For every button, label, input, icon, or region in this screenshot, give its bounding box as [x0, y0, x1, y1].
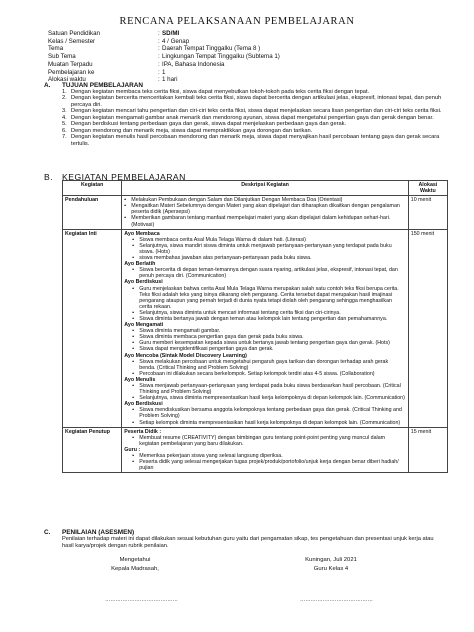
activity-heading: Ayo Membaca — [124, 230, 160, 237]
list-item: ▪ Guru memberi kesempatan kepada siswa untuk bertanya jawab tentang pengertian gaya dan gerak. (Hots) — [132, 340, 390, 347]
phase-name: Kegiatan Penutup — [63, 427, 122, 473]
identity-row: Satuan Pendidikan : SD/MI — [48, 30, 180, 37]
identity-key: Satuan Pendidikan — [48, 30, 100, 37]
activity-heading: Ayo Mencoba (Sintak Model Discovery Learning) — [124, 352, 247, 359]
identity-key: Muatan Terpadu — [48, 60, 93, 68]
table-header-row — [63, 181, 448, 196]
identity-key: Sub Tema — [48, 53, 76, 61]
activity-heading: Ayo Berdiskusi — [124, 279, 163, 286]
phase-description — [122, 229, 408, 427]
list-item: ▪ Peserta didik yang selesai mengerjakan tugas projek/produk/portofolio/unjuk kerja dengan benar diberi hadiah/ pujian — [132, 459, 399, 472]
table-row — [63, 427, 448, 473]
goal-item: 5. Dengan berdiskusi tentang perbedaan gaya dan gerak, siswa dapat menjelaskan perbedaan gaya dan gerak. — [62, 121, 347, 128]
list-item: ▪ Siswa dapat mengidentifikasi pengertian gaya dan gerak. — [132, 346, 274, 353]
phase-time: 150 menit — [408, 229, 447, 427]
goal-item: 7. Dengan kegiatan menulis hasil percobaan mendorong dan menarik meja, siswa dapat menyajikan hasil percobaan tentang gaya dan gerak secara tertulis. — [62, 134, 440, 147]
list-item: ▪ Selanjutnya, siswa diminta untuk mencari informasi tentang cerita fiksi dan ciri-cirinya. — [132, 309, 341, 316]
table-row — [63, 229, 448, 427]
identity-row: Pembelajaran ke : 1 — [48, 68, 166, 76]
list-item: ▪ Siswa mendiskusikan bersama anggota kelompoknya tentang perbedaan gaya dan gerak. (Critical Thinking and Problem Solving) — [132, 407, 402, 420]
list-item: ▪ Melakukan Pembukaan dengan Salam dan Dilanjutkan Dengan Membaca Doa (Orientasi) — [124, 197, 343, 204]
header-kegiatan: Kegiatan — [63, 181, 122, 196]
activity-heading: Ayo Berdiskusi — [124, 401, 163, 408]
list-item: ▪ Siswa diminta mengamati gambar. — [132, 328, 221, 335]
identity-value: Lingkungan Tempat Tinggalku (Subtema 1) — [162, 53, 280, 61]
list-item: ▪ Memberikan gambaran tentang manfaat mempelajari materi yang akan dipelajari dalam kehidupan sehari-hari. (Motivasi) — [124, 215, 391, 228]
identity-key: Tema — [48, 45, 64, 53]
activity-heading: Ayo Menulis — [124, 376, 156, 383]
signature-right — [276, 556, 386, 573]
activities-table — [62, 180, 448, 473]
activity-heading: Ayo Berlatih — [124, 261, 156, 268]
section-b-heading: B. KEGIATAN PEMBELAJARAN — [44, 172, 186, 182]
identity-value: 4 / Genap — [162, 37, 190, 45]
identity-row: Kelas / Semester : 4 / Genap — [48, 37, 190, 45]
assessment-text: Penilaian terhadap materi ini dapat dilakukan sesuai kebutuhan guru yaitu dari pengamatan sikap, tes pengetahuan dan presentasi unjuk kerja atau hasil karya/projek dengan rubrik penilaian. — [62, 536, 434, 549]
list-item: ▪ Membuat resume (CREATIVITY) dengan bimbingan guru tentang point-point penting yang muncul dalam kegiatan pembelajaran yang baru dilakukan. — [132, 434, 386, 447]
identity-key: Kelas / Semester — [48, 37, 96, 45]
list-item: ▪ Siswa membaca cerita Asal Mula Telaga Warna di dalam hati. (Literasi) — [132, 236, 306, 243]
activity-heading: Guru : — [124, 446, 141, 453]
phase-name: Kegiatan Inti — [63, 229, 122, 427]
list-item: ▪ Siswa diminta bertanya jawab dengan teman atau kelompok lain tentang pengertian dan pemahamannya. — [132, 315, 388, 322]
phase-time: 15 menit — [408, 427, 447, 473]
identity-row: Muatan Terpadu : IPA, Bahasa Indonesia — [48, 60, 225, 68]
list-item: ▪ Guru menjelaskan bahwa cerita Asal Mula Telaga Warna merupakan salah satu contoh teks fiksi berupa cerita. Teks fiksi adalah teks yang isinya dikarang oleh pengarang. Cerita tersebut dapat merupakan hasil imajinasi pengarang ataupun yang pernah terjadi di dunia nyata tetapi diolah oleh pengarang sehingga menghasilkan cerita rekaan. — [132, 285, 399, 310]
list-item: ▪ Percobaan ini dilakukan secara berkelompok. Setiap kelompok terdiri atas 4-5 siswa. (Collaboration) — [132, 370, 375, 377]
list-item: ▪ Selanjutnya, siswa mandiri siswa diminta untuk menjawab pertanyaan-pertanyaan yang terdapat pada buku siswa. (Hots) — [132, 242, 392, 255]
section-a-heading: A. TUJUAN PEMBELAJARAN — [44, 82, 143, 89]
list-item: ▪ Mengaitkan Materi Sebelumnya dengan Materi yang akan dipelajari dan diharapkan dikaitkan dengan pengalaman peserta didik (Apersepsi) — [124, 203, 400, 216]
identity-row: Sub Tema : Lingkungan Tempat Tinggalku (Subtema 1) — [48, 53, 280, 61]
list-item: ▪ Siswa diminta membaca pengertian gaya dan gerak pada buku siswa. — [132, 334, 304, 341]
identity-block — [48, 30, 280, 84]
signature-left-line2: Kepala Madrasah, — [111, 565, 159, 572]
list-item: ▪ Siswa melakukan percobaan untuk mengetahui pengaruh gaya tarikan dan dorongan terhadap arah gerak benda. (Critical Thinking and Problem Solving) — [132, 358, 389, 371]
identity-row: Alokasi waktu : 1 hari — [48, 76, 178, 84]
table-row — [63, 196, 448, 229]
goal-item: 6. Dengan mendorong dan menarik meja, siswa dapat mempraktikkan gaya dorongan dan tarikan. — [62, 127, 313, 134]
identity-value: Daerah Tempat Tinggalku (Tema 8 ) — [162, 45, 261, 53]
signature-left-line1: Mengetahui — [119, 557, 151, 563]
identity-key: Pembelajaran ke — [48, 68, 95, 76]
identity-key: Alokasi waktu — [48, 76, 86, 84]
section-c-heading: C. PENILAIAN (ASESMEN) — [44, 529, 135, 536]
goal-item: 4. Dengan kegiatan mengamati gambar anak menarik dan mendorong ayunan, siswa dapat mengetahui pengertian gaya dan gerak dengan benar. — [62, 114, 434, 121]
list-item: ▪ Setiap kelompok diminta mempresentasikan hasil kerja kelompoknya di depan kelompok lain. (Communication) — [132, 419, 401, 426]
goals-list — [62, 89, 444, 147]
goal-item: 3. Dengan kegiatan mencari tahu pengertian dan ciri-ciri teks cerita fiksi, siswa dapat menjelaskan secara lisan pengertian dan ciri-ciri teks cerita fiksi. — [62, 108, 442, 115]
signature-right-line2: Guru Kelas 4 — [313, 565, 349, 572]
phase-name: Pendahuluan — [63, 196, 122, 229]
goal-item: 2. Dengan kegiatan bercerita menceritakan kembali teks cerita fiksi, siswa dapat bercerita dengan artikulasi jelas, ekspresif, intonasi tepat, dan penuh percaya diri. — [62, 95, 442, 108]
signature-blank-right: …………………………………… — [300, 597, 373, 603]
list-item: ▪ Siswa menjawab pertanyaan-pertanyaan yang terdapat pada buku siswa berdasarkan hasil percobaan. (Critical Thinking and Problem Solving) — [132, 383, 401, 396]
signature-left — [80, 556, 190, 573]
identity-value: 1 — [162, 68, 166, 76]
activity-heading: Peserta Didik : — [124, 428, 162, 435]
signature-blank-left: …………………………………… — [105, 597, 178, 603]
phase-description — [122, 196, 408, 229]
header-alokasi-waktu: Alokasi Waktu — [408, 181, 447, 196]
activity-heading: Ayo Mengamati — [124, 322, 164, 329]
phase-description — [122, 427, 408, 473]
list-item: ▪ Selanjutnya, siswa diminta mempresentasikan hasil kerja kelompoknya di depan kelompok lain. (Communication) — [132, 395, 405, 402]
header-deskripsi: Deskripsi Kegiatan — [122, 181, 408, 196]
list-item: ▪ siswa membahas jawaban atas pertanyaan-pertanyaan pada buku siswa. — [132, 255, 312, 262]
list-item: ▪ Memeriksa pekerjaan siswa yang selesai langsung diperiksa. — [132, 453, 283, 460]
identity-row: Tema : Daerah Tempat Tinggalku (Tema 8 ) — [48, 45, 261, 53]
identity-value: 1 hari — [162, 76, 178, 84]
identity-value: SD/MI — [162, 30, 180, 37]
list-item: ▪ Siswa bercerita di depan teman-temannya dengan suara nyaring, artikulasi jelas, ekspresif, intonasi tepat, dan penuh percaya diri. (Communication) — [132, 267, 398, 280]
phase-time: 10 menit — [408, 196, 447, 229]
identity-value: IPA, Bahasa Indonesia — [162, 60, 225, 68]
signature-right-line1: Kuningan, Juli 2021 — [305, 557, 357, 563]
page-title: RENCANA PELAKSANAAN PEMBELAJARAN — [119, 16, 355, 27]
goal-item: 1. Dengan kegiatan membaca teks cerita fiksi, siswa dapat menyebutkan tokoh-tokoh pada teks cerita fiksi dengan tepat. — [62, 89, 370, 95]
